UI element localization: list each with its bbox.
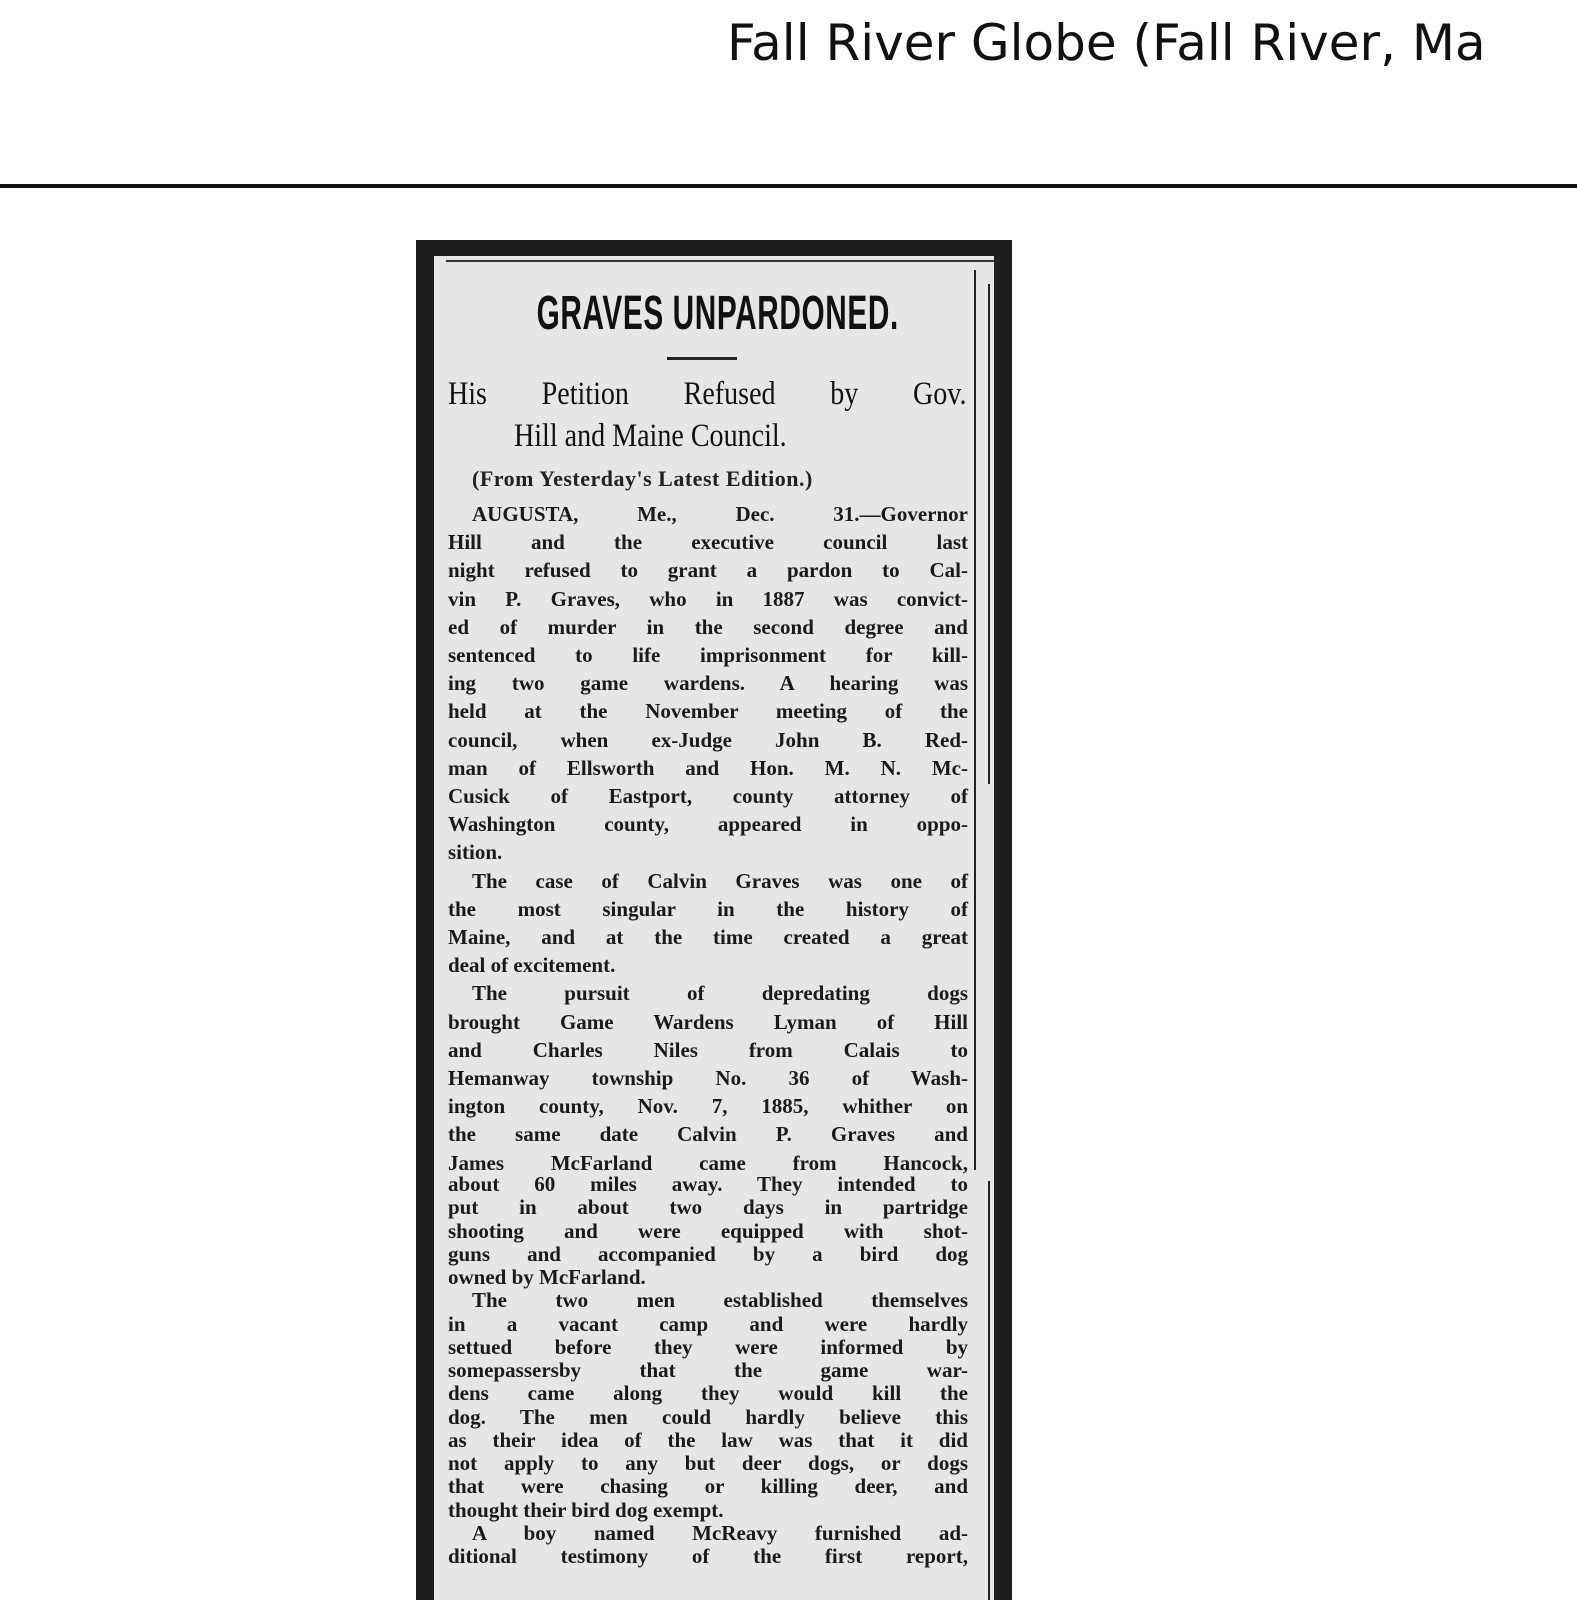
publication-title: Fall River Globe (Fall River, Ma — [727, 14, 1486, 72]
article-line: dens came along they would kill the — [448, 1381, 968, 1406]
subheadline-line: Hill and Maine Council. — [514, 418, 787, 454]
article-line: The pursuit of depredating dogs — [472, 981, 968, 1006]
article-line: thought their bird dog exempt. — [448, 1497, 724, 1522]
article-line: Hill and the executive council last — [448, 530, 968, 555]
article-line: deal of excitement. — [448, 953, 616, 978]
headline: GRAVES UNPARDONED. — [536, 287, 899, 340]
article-line: James McFarland came from Hancock, — [448, 1150, 968, 1175]
article-line: put in about two days in partridge — [448, 1195, 968, 1220]
article-line: AUGUSTA, Me., Dec. 31.—Governor — [472, 502, 968, 526]
article-line: The two men established themselves — [472, 1288, 968, 1313]
article-line: council, when ex-Judge John B. Red- — [448, 727, 968, 752]
article-line: sition. — [448, 840, 503, 865]
article-line: guns and accompanied by a bird dog — [448, 1241, 968, 1266]
article-line: dog. The men could hardly believe this — [448, 1404, 968, 1429]
article-line: sentenced to life imprisonment for kill- — [448, 643, 968, 668]
article-line: in a vacant camp and were hardly — [448, 1311, 968, 1336]
article-line: and Charles Niles from Calais to — [448, 1037, 968, 1062]
column-rule — [988, 284, 990, 784]
article-line: that were chasing or killing deer, and — [448, 1474, 968, 1499]
article-line: ed of murder in the second degree and — [448, 614, 968, 639]
article-line: owned by McFarland. — [448, 1265, 646, 1289]
article-line: ington county, Nov. 7, 1885, whither on — [448, 1094, 968, 1119]
article-line: shooting and were equipped with shot- — [448, 1218, 968, 1243]
clipping-paper — [434, 256, 994, 1600]
headline-rule — [667, 357, 737, 360]
subheadline-line: His Petition Refused by Gov. — [448, 376, 967, 412]
article-line: brought Game Wardens Lyman of Hill — [448, 1009, 968, 1034]
edition-note: (From Yesterday's Latest Edition.) — [472, 466, 813, 491]
article-line: ing two game wardens. A hearing was — [448, 671, 968, 696]
article-line: A boy named McReavy furnished ad- — [472, 1520, 968, 1545]
article-line: Hemanway township No. 36 of Wash- — [448, 1066, 968, 1091]
article-line: man of Ellsworth and Hon. M. N. Mc- — [448, 755, 968, 780]
article-line: somepassersby that the game war- — [448, 1358, 968, 1382]
article-line: vin P. Graves, who in 1887 was convict- — [448, 586, 968, 611]
article-line: ditional testimony of the first report, — [448, 1544, 968, 1568]
article-line: about 60 miles away. They intended to — [448, 1172, 968, 1196]
article-line: settued before they were informed by — [448, 1334, 968, 1359]
article-line: night refused to grant a pardon to Cal- — [448, 558, 968, 583]
article-body-part-1 — [448, 500, 968, 1177]
article-line: Cusick of Eastport, county attorney of — [448, 784, 968, 809]
article-body-part-2 — [448, 1173, 968, 1568]
newspaper-clipping — [416, 240, 1012, 1600]
article-line: not apply to any but deer dogs, or dogs — [448, 1451, 968, 1475]
column-rule — [988, 1181, 990, 1600]
column-rule — [974, 270, 976, 1170]
article-line: the most singular in the history of — [448, 896, 968, 921]
header-divider — [0, 184, 1577, 188]
column-top-rule — [446, 260, 994, 262]
article-line: The case of Calvin Graves was one of — [472, 868, 968, 893]
article-line: as their idea of the law was that it did — [448, 1427, 968, 1452]
article-line: held at the November meeting of the — [448, 699, 968, 724]
article-line: Maine, and at the time created a great — [448, 925, 968, 950]
article-line: the same date Calvin P. Graves and — [448, 1122, 968, 1147]
article-line: Washington county, appeared in oppo- — [448, 812, 968, 837]
